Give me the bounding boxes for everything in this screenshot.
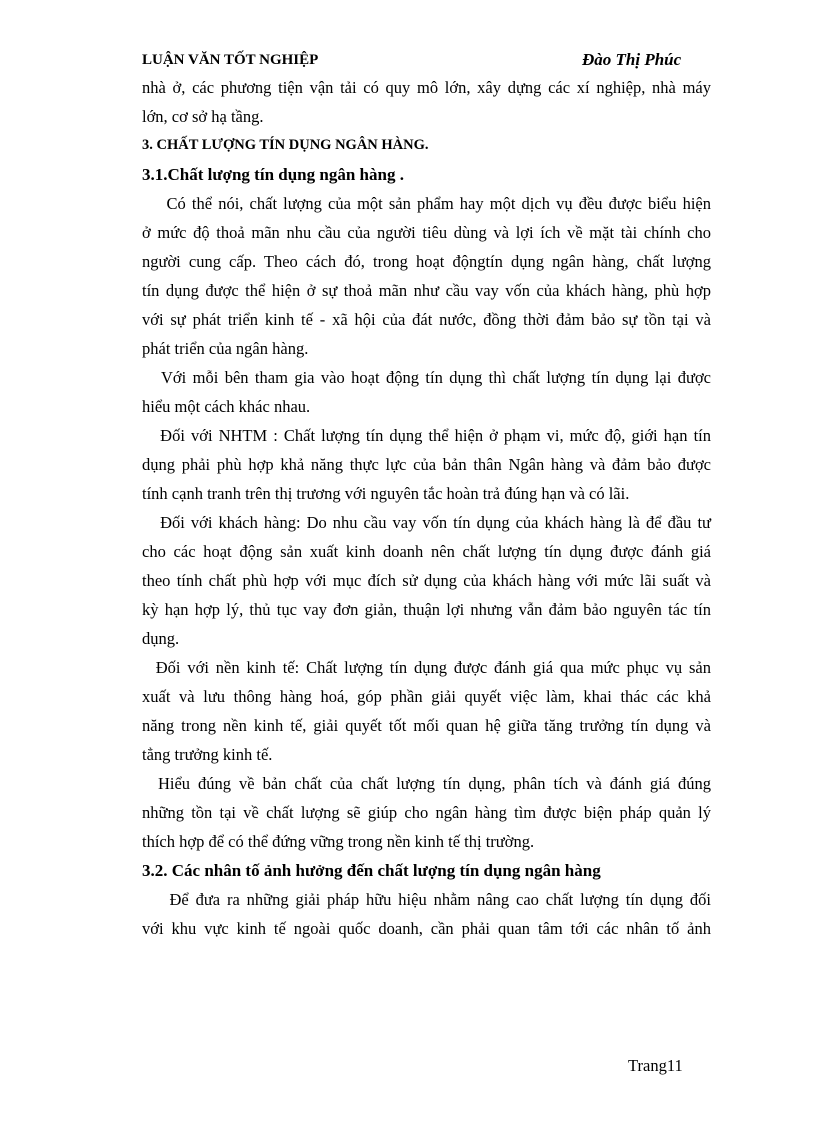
text-line: Với mỗi bên tham gia vào hoạt động tín dụng thì chất lượng tín dụng lại được	[142, 368, 711, 387]
text-line: cho các hoạt động sản xuất kinh doanh nên chất lượng tín dụng được đánh giá	[142, 542, 711, 561]
page-number: Trang11	[628, 1056, 683, 1075]
text-line: Đối với NHTM : Chất lượng tín dụng thể hiện ở phạm vi, mức độ, giới hạn tín	[142, 426, 711, 445]
text-line: hiểu một cách khác nhau.	[142, 397, 311, 416]
text-line: xuất và lưu thông hàng hoá, góp phần giải quyết việc làm, khai thác các khả	[142, 687, 711, 706]
text-line: thích hợp để có thể đứng vững trong nền kinh tế thị trường.	[142, 832, 535, 851]
section-heading: 3. CHẤT LƯỢNG TÍN DỤNG NGÂN HÀNG.	[142, 137, 429, 153]
author-name: Đào Thị Phúc	[582, 50, 682, 69]
text-line: theo tính chất phù hợp với mục đích sử dụng của khách hàng với mức lãi suất và	[142, 571, 711, 590]
text-line: Đối với khách hàng: Do nhu cầu vay vốn tín dụng của khách hàng là để đầu tư	[142, 513, 711, 532]
page-header	[142, 48, 686, 72]
text-line: phát triển của ngân hàng.	[142, 339, 309, 358]
text-line: với sự phát triển kinh tế - xã hội của đát nước, đồng thời đảm bảo sự tồn tại và	[142, 310, 711, 329]
text-line: Để đưa ra những giải pháp hữu hiệu nhằm nâng cao chất lượng tín dụng đối	[142, 890, 711, 909]
text-line: Đối với nền kinh tế: Chất lượng tín dụng được đánh giá qua mức phục vụ sản	[142, 658, 711, 677]
text-line: dụng.	[142, 629, 180, 648]
text-line: ở mức độ thoả mãn nhu cầu của người tiêu dùng và lợi ích về mặt tài chính cho	[142, 223, 711, 242]
text-line: năng trong nền kinh tế, giải quyết tốt mối quan hệ giữa tăng trưởng tín dụng và	[142, 716, 711, 735]
text-line: tính cạnh tranh trên thị trương với nguyên tắc hoàn trả đúng hạn và có lãi.	[142, 484, 630, 503]
text-line: tín dụng được thể hiện ở sự thoả mãn như cầu vay vốn của khách hàng, phù hợp	[142, 281, 711, 300]
text-line: kỳ hạn hợp lý, thủ tục vay đơn giản, thuận lợi nhưng vẫn đảm bảo nguyên tác tín	[142, 600, 711, 619]
text-line: nhà ở, các phương tiện vận tải có quy mô lớn, xây dựng các xí nghiệp, nhà máy	[142, 78, 711, 97]
subsection-heading: 3.1.Chất lượng tín dụng ngân hàng .	[142, 165, 404, 184]
text-line: Có thể nói, chất lượng của một sản phẩm hay một dịch vụ đều được biểu hiện	[142, 194, 711, 213]
text-line: tẳng trưởng kinh tế.	[142, 745, 273, 764]
text-line: dụng phải phù hợp khả năng thực lực của bản thân Ngân hàng và đảm bảo được	[142, 455, 711, 474]
text-line: với khu vực kinh tế ngoài quốc doanh, cần phải quan tâm tới các nhân tố ảnh	[142, 919, 711, 938]
text-line: Hiểu đúng về bản chất của chất lượng tín dụng, phân tích và đánh giá đúng	[142, 774, 711, 793]
text-line: người cung cấp. Theo cách đó, trong hoạt độngtín dụng ngân hàng, chất lượng	[142, 252, 711, 271]
document-title: LUẬN VĂN TỐT NGHIỆP	[142, 52, 319, 68]
text-line: lớn, cơ sở hạ tầng.	[142, 107, 264, 126]
text-line: những tồn tại về chất lượng sẽ giúp cho ngân hàng tìm được biện pháp quản lý	[142, 803, 711, 822]
subsection-heading: 3.2. Các nhân tố ảnh hưởng đến chất lượng tín dụng ngân hàng	[142, 861, 601, 880]
page-body	[142, 73, 711, 943]
